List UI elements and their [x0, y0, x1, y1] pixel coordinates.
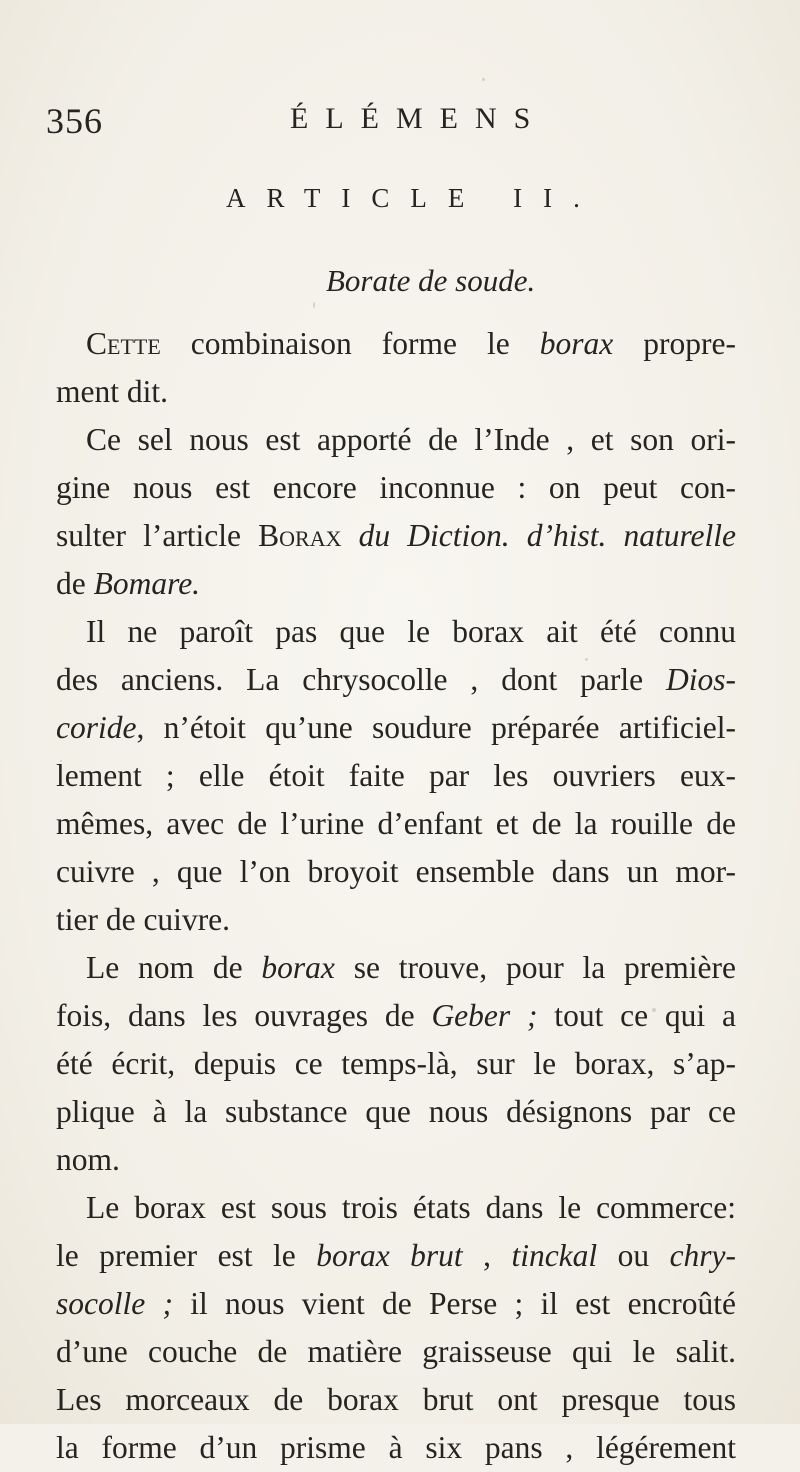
- text-run: , n’étoit qu’une soudure préparée artificiel-: [136, 710, 736, 745]
- text-run: Ce sel nous est apporté de l’Inde , et son ori-: [86, 422, 736, 457]
- text-line: [56, 560, 736, 608]
- text-line: [56, 1280, 736, 1328]
- text-run: plique à la substance que nous désignons par ce: [56, 1094, 736, 1129]
- text-run: la forme d’un prisme à six pans , légérement: [56, 1430, 736, 1465]
- text-line: [56, 368, 736, 416]
- text-run: cuivre , que l’on broyoit ensemble dans un mor-: [56, 854, 736, 889]
- italic-text: du Diction. d’hist. naturelle: [358, 518, 737, 553]
- text-run: ou: [597, 1238, 670, 1273]
- article-heading: ARTICLE II.: [226, 183, 601, 213]
- italic-text: Geber ;: [431, 998, 538, 1033]
- text-run: se trouve, pour la première: [334, 950, 736, 985]
- text-run: Les morceaux de borax brut ont presque tous: [56, 1382, 736, 1417]
- text-line: [56, 704, 736, 752]
- text-line: [56, 848, 736, 896]
- text-line: [56, 1088, 736, 1136]
- text-line: [56, 1328, 736, 1376]
- text-run: des anciens. La chrysocolle , dont parle: [56, 662, 666, 697]
- text-run: lement ; elle étoit faite par les ouvriers eux-: [56, 758, 736, 793]
- small-caps-text: Cette: [86, 326, 161, 361]
- section-title: Borate de soude.: [326, 263, 536, 298]
- text-line: [56, 464, 736, 512]
- text-run: nom.: [56, 1142, 120, 1177]
- text-line: [56, 1424, 736, 1472]
- paper-speck: [482, 78, 485, 81]
- text-run: le premier est le: [56, 1238, 317, 1273]
- page-number: 356: [46, 101, 103, 141]
- italic-text: Dios-: [666, 662, 736, 697]
- text-line: [56, 608, 736, 656]
- text-run: Le borax est sous trois états dans le commerce:: [86, 1190, 736, 1225]
- text-line: [56, 896, 736, 944]
- text-run: sulter l’article: [56, 518, 259, 553]
- italic-text: chry-: [669, 1238, 737, 1273]
- text-run: ,: [462, 1238, 512, 1273]
- text-line: [56, 752, 736, 800]
- text-run: Le nom de: [86, 950, 262, 985]
- text-line: [56, 1184, 736, 1232]
- italic-text: Bomare.: [93, 566, 201, 601]
- running-head: [0, 100, 800, 144]
- text-run: combinaison forme le: [160, 326, 540, 361]
- text-line: [56, 1040, 736, 1088]
- text-run: Il ne paroît pas que le borax ait été connu: [86, 614, 736, 649]
- small-caps-text: Borax: [258, 518, 342, 553]
- text-run: fois, dans les ouvrages de: [56, 998, 432, 1033]
- text-run: tout ce qui a: [537, 998, 736, 1033]
- italic-text: coride: [56, 710, 137, 745]
- text-run: de: [56, 566, 94, 601]
- text-line: [56, 656, 736, 704]
- text-line: [56, 992, 736, 1040]
- italic-text: tinckal: [511, 1238, 598, 1273]
- italic-text: borax: [261, 950, 335, 985]
- italic-text: borax brut: [316, 1238, 463, 1273]
- italic-text: socolle ;: [56, 1286, 173, 1321]
- text-run: il nous vient de Perse ; il est encroûté: [172, 1286, 736, 1321]
- text-run: gine nous est encore inconnue : on peut con-: [56, 470, 736, 505]
- paper-speck: [313, 302, 315, 308]
- text-run: été écrit, depuis ce temps-là, sur le borax, s’ap-: [56, 1046, 736, 1081]
- text-run: propre-: [613, 326, 737, 361]
- text-run: tier de cuivre.: [56, 902, 231, 937]
- italic-text: borax: [539, 326, 614, 361]
- text-line: [56, 320, 736, 368]
- text-line: [56, 1136, 736, 1184]
- text-line: [56, 800, 736, 848]
- text-line: [56, 1232, 736, 1280]
- text-line: [56, 512, 736, 560]
- text-line: [56, 416, 736, 464]
- text-line: [56, 1376, 736, 1424]
- text-run: mêmes, avec de l’urine d’enfant et de la rouille de: [56, 806, 736, 841]
- text-run: d’une couche de matière graisseuse qui le salit.: [56, 1334, 736, 1369]
- text-run: ment dit.: [56, 374, 168, 409]
- body-text: [56, 320, 736, 1472]
- text-run: [342, 518, 359, 553]
- running-title: ÉLÉMENS: [290, 102, 548, 135]
- text-line: [56, 944, 736, 992]
